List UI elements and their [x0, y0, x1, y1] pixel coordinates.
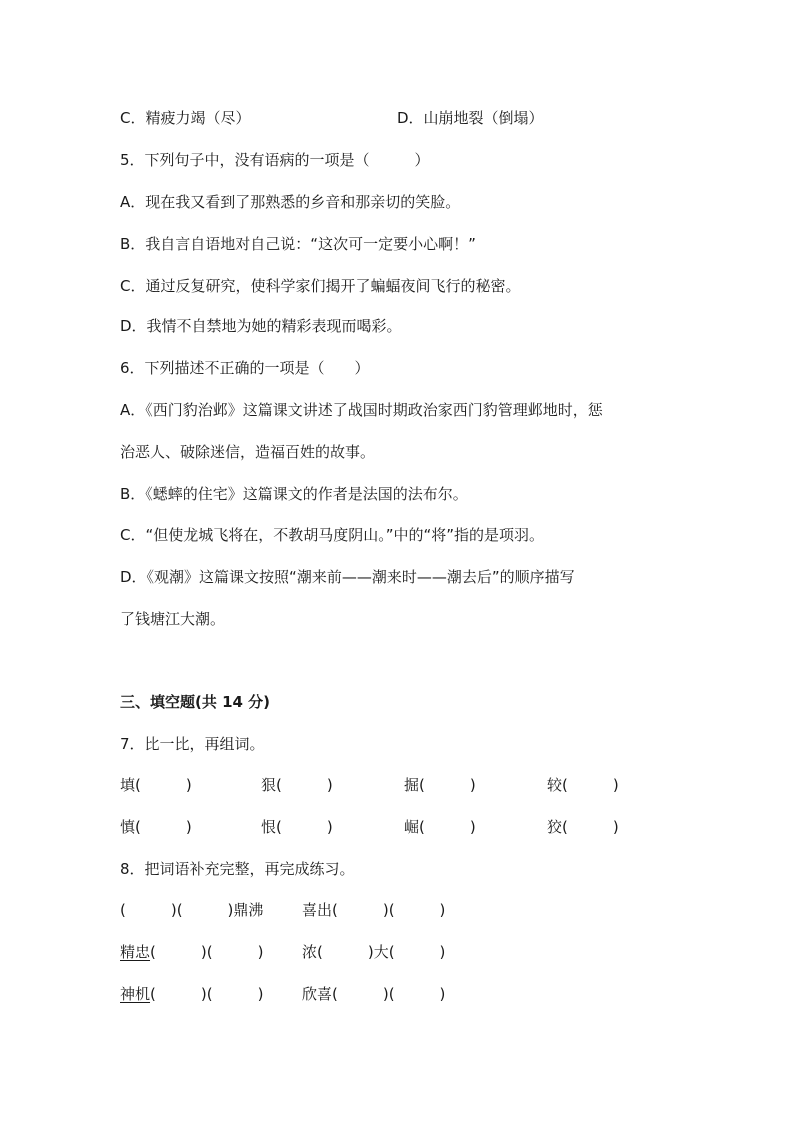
q8-row3-blanks: ( )( ): [150, 985, 264, 1003]
q5-option-c: C．通过反复研究，使科学家们揭开了蝙蝠夜间飞行的秘密。: [120, 277, 521, 295]
q7-row2-item4: 狡( ): [547, 818, 619, 836]
q8-row3-item2: 欣喜( )( ): [302, 985, 446, 1003]
q6-option-a-line1: A．《西门豹治邺》这篇课文讲述了战国时期政治家西门豹管理邺地时，惩: [120, 401, 603, 419]
q8-row2-item1: [120, 941, 263, 963]
q8-stem: 8．把词语补充完整，再完成练习。: [120, 860, 355, 878]
q6-option-b: B．《蟋蟀的住宅》这篇课文的作者是法国的法布尔。: [120, 485, 468, 503]
q7-stem: 7．比一比，再组词。: [120, 735, 265, 753]
q7-row1-item1: 填( ): [120, 776, 192, 794]
q8-row1-item1: ( )( )鼎沸: [120, 901, 264, 919]
q5-option-a: A．现在我又看到了那熟悉的乡音和那亲切的笑脸。: [120, 193, 461, 211]
q8-row2-blanks: ( )( ): [150, 943, 264, 961]
q8-row2-item2: 浓( )大( ): [302, 943, 446, 961]
q5-option-b: B．我自言自语地对自己说：“这次可一定要小心啊！”: [120, 235, 476, 253]
q5-option-d: D．我情不自禁地为她的精彩表现而喝彩。: [120, 317, 402, 335]
section-title: 三、填空题(共 14 分): [120, 693, 271, 711]
q7-row1-item3: 掘( ): [404, 776, 476, 794]
q6-option-d-line1: D．《观潮》这篇课文按照“潮来前——潮来时——潮去后”的顺序描写: [120, 568, 575, 586]
q6-option-a-line2: 治恶人、破除迷信，造福百姓的故事。: [120, 443, 376, 461]
q4-option-d: D．山崩地裂（倒塌）: [397, 109, 544, 127]
q8-row3-prefix: 神机: [120, 985, 151, 1003]
q5-stem: 5．下列句子中，没有语病的一项是（ ）: [120, 151, 430, 169]
q7-row1-item4: 较( ): [547, 776, 619, 794]
q6-stem: 6．下列描述不正确的一项是（ ）: [120, 359, 370, 377]
q7-row2-item3: 崛( ): [404, 818, 476, 836]
q8-row1-item2: 喜出( )( ): [302, 901, 446, 919]
q7-row2-item1: 慎( ): [120, 818, 192, 836]
q6-option-d-line2: 了钱塘江大潮。: [120, 610, 226, 628]
q7-row2-item2: 恨( ): [261, 818, 333, 836]
q8-row3-item1: [120, 983, 263, 1005]
q4-option-c: C．精疲力竭（尽）: [120, 109, 251, 127]
q7-row1-item2: 狠( ): [261, 776, 333, 794]
q8-row2-prefix: 精忠: [120, 943, 151, 961]
q6-option-c: C．“但使龙城飞将在，不教胡马度阴山。”中的“将”指的是项羽。: [120, 526, 545, 544]
